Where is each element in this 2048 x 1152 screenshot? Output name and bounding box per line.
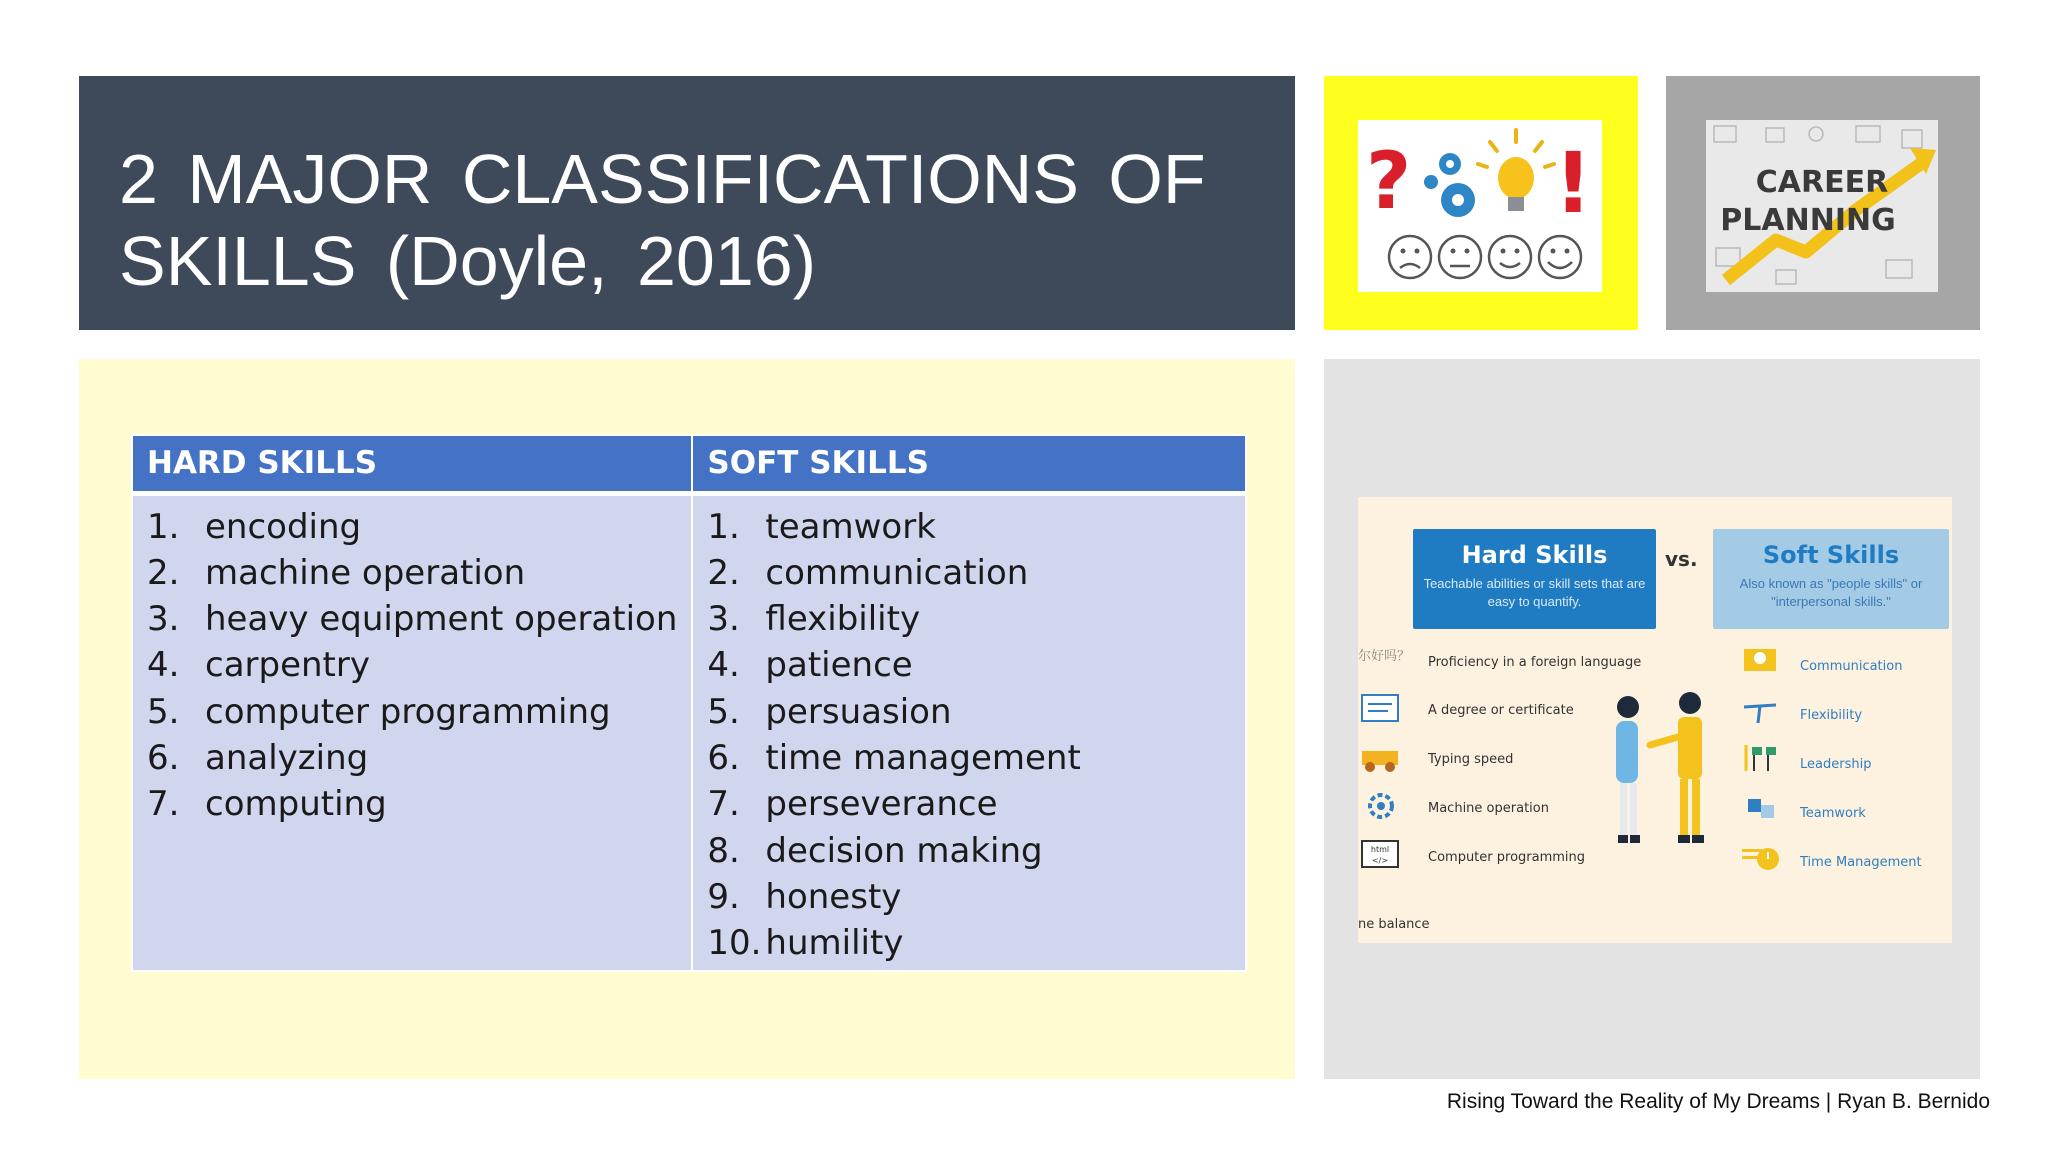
list-item-text: computing [205,784,387,825]
chinese-fragment: 尔好吗？ [1358,649,1411,664]
list-item [147,689,677,735]
list-item [707,874,1231,920]
soft-skills-cell [692,493,1246,971]
list-item-text: machine operation [205,552,526,593]
hard-skills-banner-subtitle: Teachable abilities or skill sets that are easy to quantify. [1423,576,1646,609]
list-item [147,504,677,550]
list-item [707,596,1231,642]
list-item-number: 5. [147,691,180,732]
list-item-number: 7. [147,784,180,825]
career-planning-image [1706,120,1938,292]
list-item-number: 10. [707,923,762,964]
list-item-text: honesty [765,876,902,917]
career-growth-arrow-icon [1706,120,1938,292]
list-item [707,735,1231,781]
balance-fragment: ne balance [1358,917,1430,932]
question-gears-bulb-icon [1358,120,1602,292]
list-item-text: flexibility [765,599,921,640]
list-item-text: communication [765,552,1029,593]
list-item-text: patience [765,645,913,686]
flexibility-arrow-icon [1740,697,1780,727]
hard-skills-header: HARD SKILLS [132,435,692,493]
career-text: CAREER [1755,165,1889,200]
list-item-number: 6. [707,737,740,778]
slide-footer: Rising Toward the Reality of My Dreams | Ryan B. Bernido [1446,1090,1990,1113]
table-header-row [132,435,1246,493]
hard-item: Typing speed [1428,752,1514,767]
list-item-number: 8. [707,830,740,871]
list-item-text: heavy equipment operation [205,599,678,640]
list-item [147,735,677,781]
soft-skills-banner-subtitle: Also known as "people skills" or "interpersonal skills." [1739,576,1923,609]
hard-vs-soft-infographic [1358,497,1952,943]
list-item-text: analyzing [205,737,369,778]
list-item-number: 2. [707,552,740,593]
title-banner [79,76,1295,330]
list-item-text: computer programming [205,691,611,732]
list-item-text: time management [765,737,1081,778]
list-item [707,828,1231,874]
list-item-text: decision making [765,830,1043,871]
machine-gear-icon [1364,791,1404,821]
communication-bulb-icon [1740,645,1780,675]
soft-item: Flexibility [1800,708,1863,723]
people-talking-illustration [1598,687,1728,867]
list-item-number: 2. [147,552,180,593]
career-planning-image-frame [1666,76,1980,330]
list-item-text: encoding [205,506,362,547]
skills-thinking-image-frame [1324,76,1638,330]
infographic-panel [1324,359,1980,1079]
keyboard-hands-icon [1360,743,1400,773]
content-panel [79,359,1295,1079]
soft-item: Time Management [1800,855,1922,870]
html-code-icon [1360,839,1400,869]
list-item [707,642,1231,688]
list-item-text: teamwork [765,506,936,547]
hard-item: Proficiency in a foreign language [1428,655,1642,670]
slide-title: 2 MAJOR CLASSIFICATIONS OF SKILLS (Doyle, 2016) [119,140,1206,300]
soft-skills-list [707,504,1231,967]
list-item-text: perseverance [765,784,998,825]
hard-item: Machine operation [1428,801,1549,816]
hard-skills-banner-title: Hard Skills [1461,541,1608,569]
list-item [707,920,1231,966]
list-item-number: 5. [707,691,740,732]
list-item [147,642,677,688]
soft-skills-header: SOFT SKILLS [692,435,1246,493]
skills-thinking-image [1358,120,1602,292]
planning-text: PLANNING [1720,203,1896,238]
list-item-number: 1. [147,506,180,547]
svg-text:?: ? [1366,137,1412,227]
list-item-number: 4. [147,645,180,686]
table-row [132,493,1246,971]
list-item [707,781,1231,827]
list-item [147,781,677,827]
hard-item: A degree or certificate [1428,703,1574,718]
svg-text:</>: </> [1371,856,1389,865]
list-item-text: carpentry [205,645,370,686]
versus-label: vs. [1665,547,1698,571]
list-item-number: 1. [707,506,740,547]
soft-item: Leadership [1800,757,1872,772]
svg-text:!: ! [1554,134,1593,232]
list-item [707,504,1231,550]
list-item [707,550,1231,596]
soft-skills-banner [1713,529,1949,629]
hard-skills-list [147,504,677,828]
list-item [147,596,677,642]
list-item [707,689,1231,735]
hard-skills-cell [132,493,692,971]
list-item-number: 9. [707,876,740,917]
list-item-number: 3. [147,599,180,640]
svg-text:html: html [1370,845,1390,854]
list-item-number: 3. [707,599,740,640]
skills-table [131,434,1247,972]
hard-skills-banner [1413,529,1656,629]
leadership-flags-icon [1740,743,1780,773]
list-item-number: 4. [707,645,740,686]
certificate-icon [1360,693,1400,723]
list-item-text: persuasion [765,691,952,732]
teamwork-puzzle-icon [1742,793,1782,823]
list-item-number: 6. [147,737,180,778]
list-item-text: humility [765,923,904,964]
hard-item: Computer programming [1428,850,1586,865]
soft-item: Communication [1800,659,1903,674]
list-item [147,550,677,596]
soft-skills-banner-title: Soft Skills [1762,541,1900,569]
time-management-clock-icon [1740,843,1780,873]
list-item-number: 7. [707,784,740,825]
soft-item: Teamwork [1800,806,1866,821]
